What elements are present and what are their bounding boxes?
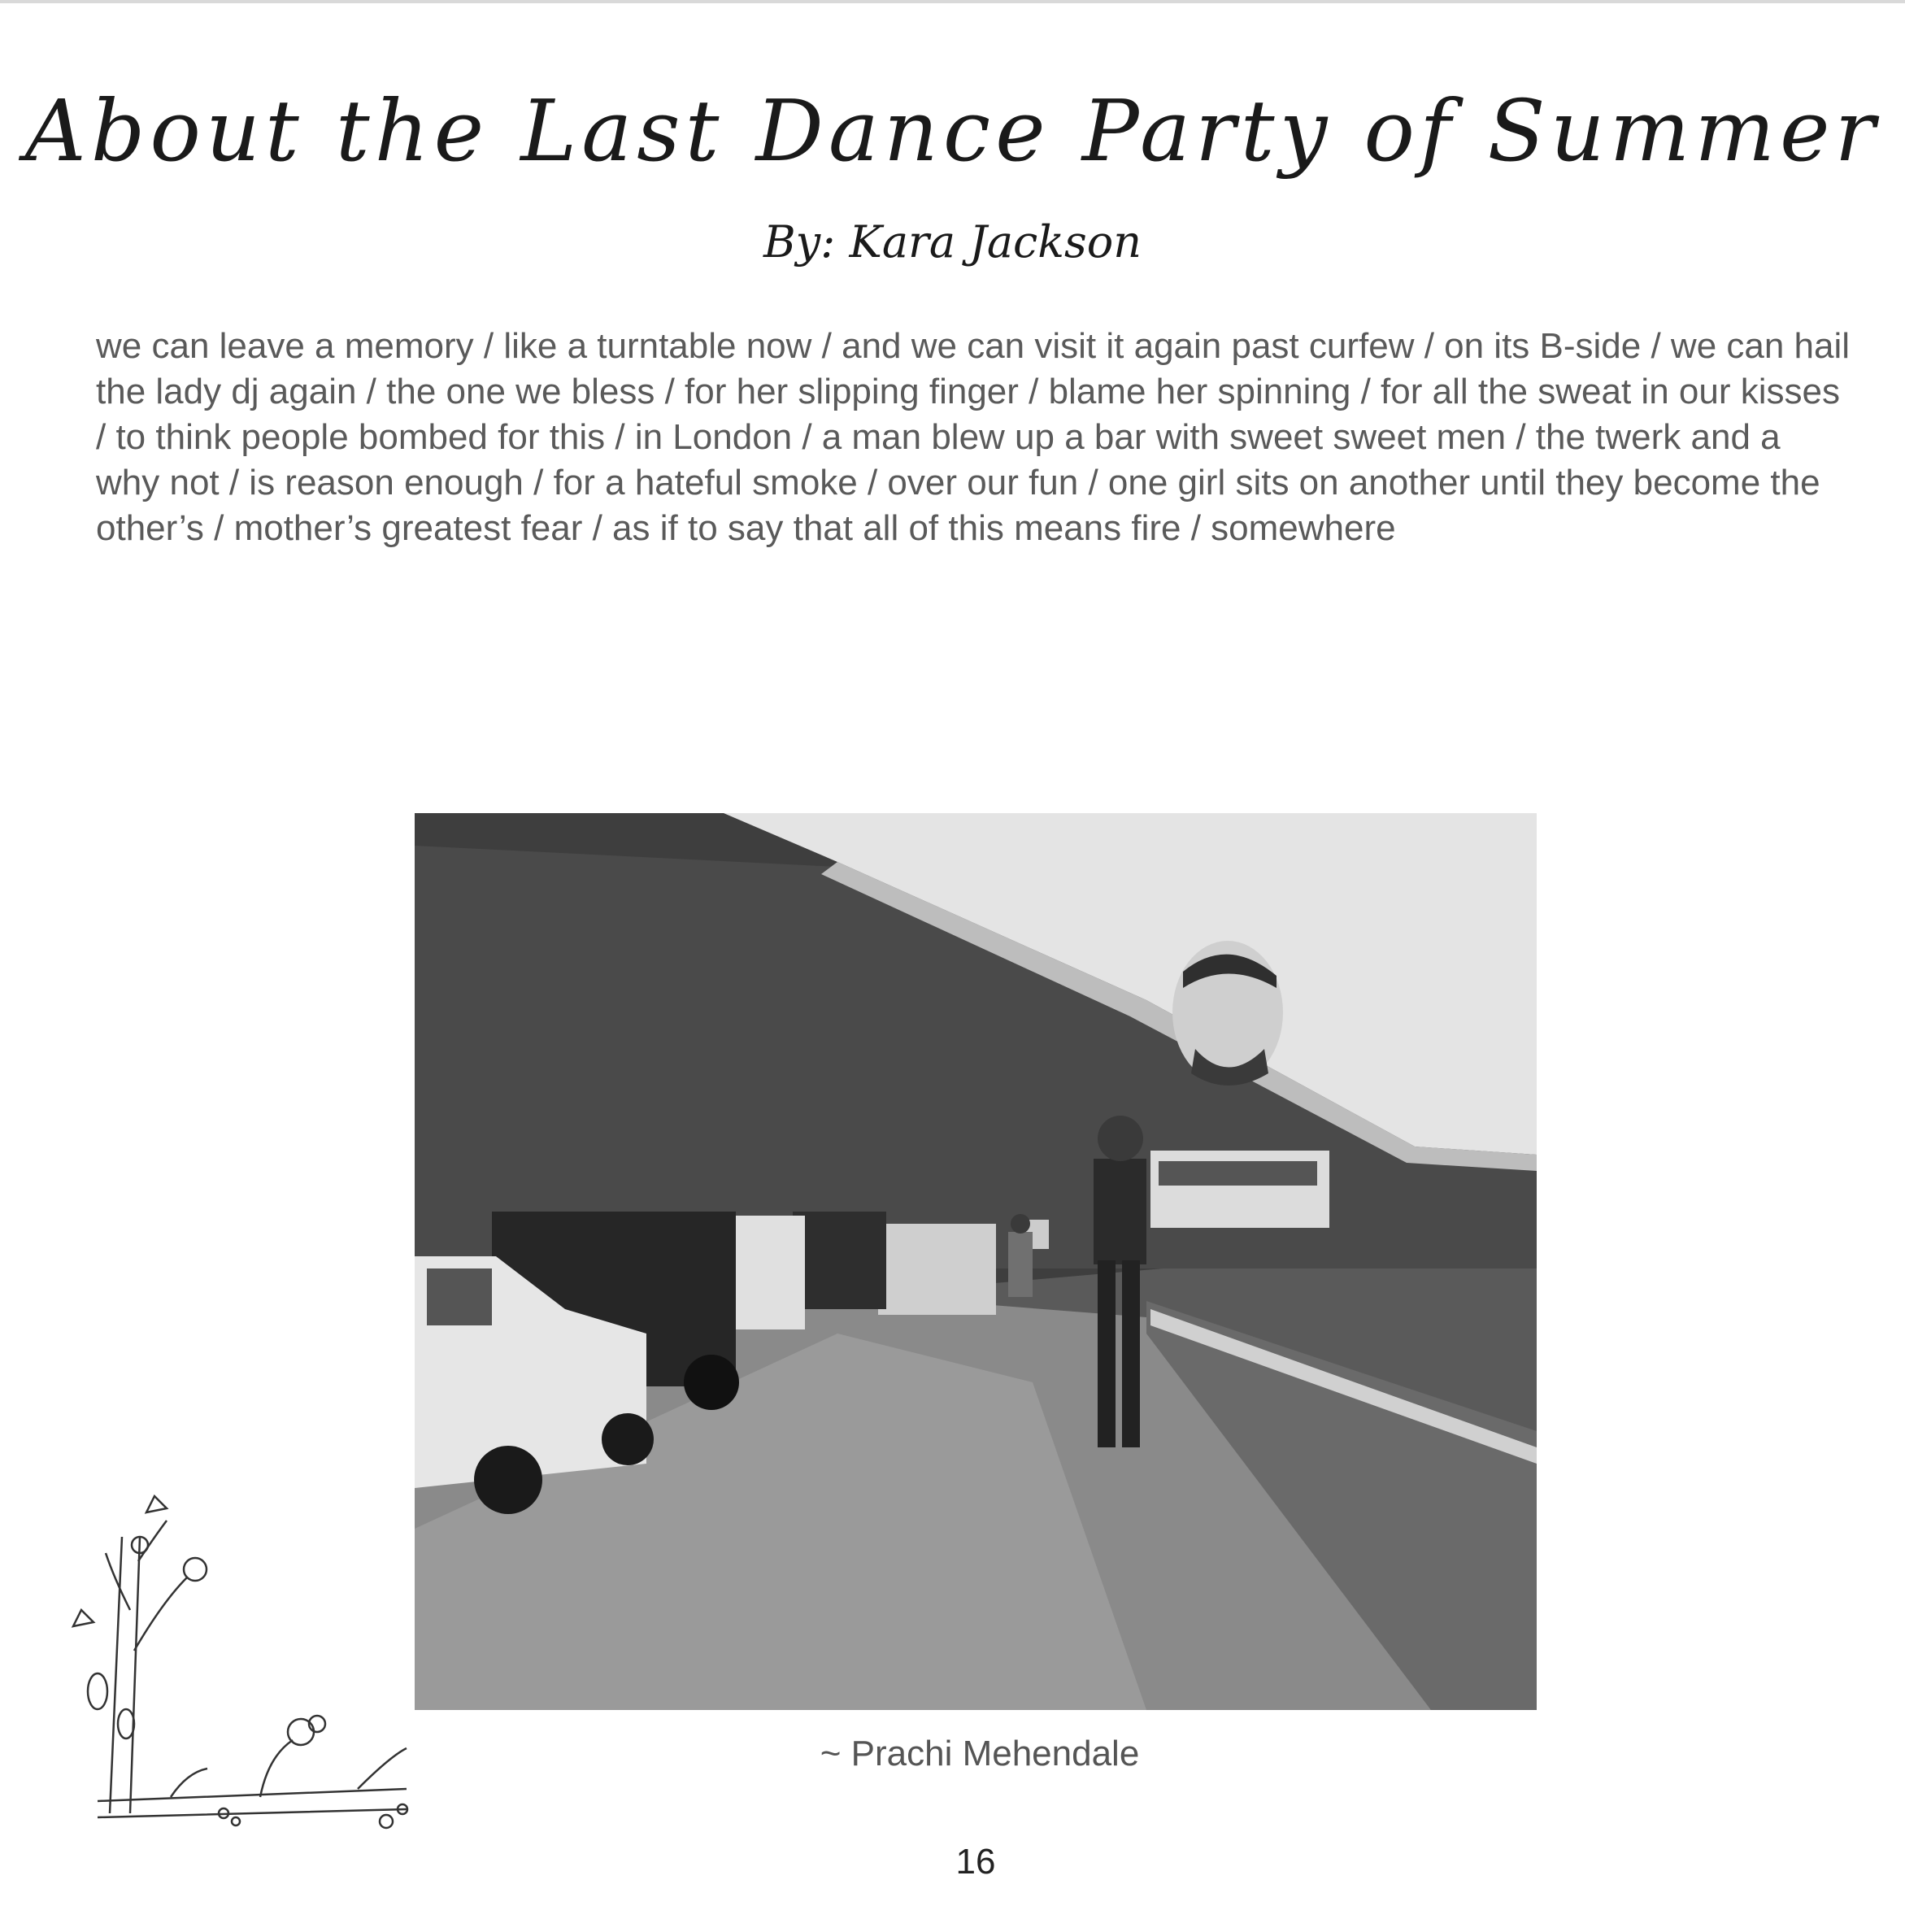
photo-caption: ~ Prachi Mehendale — [820, 1734, 1140, 1773]
poem-text: we can leave a memory / like a turntable now / and we can visit it again past curfew / on its B-side / we can hail the lady dj again / the one we bless / for her slipping finger / blame her spinning / for all the sweat in our kisses / to think people bombed for this / in London / a man blew up a bar with sweet sweet men / the twerk and a why not / is reason enough / for a hateful smoke / over our fun / one girl sits on another until they become the other’s / mother’s greatest fear / as if to say that all of this means fire / somewhere — [96, 326, 1851, 548]
top-rule — [0, 0, 1905, 3]
page-number: 16 — [955, 1842, 996, 1882]
photo-illustration — [415, 813, 1537, 1710]
photo-collage — [415, 813, 1537, 1710]
branch-doodle-icon — [49, 1488, 431, 1838]
page-title: About the Last Dance Party of Summer — [24, 81, 1881, 181]
byline: By: Kara Jackson — [763, 216, 1142, 268]
